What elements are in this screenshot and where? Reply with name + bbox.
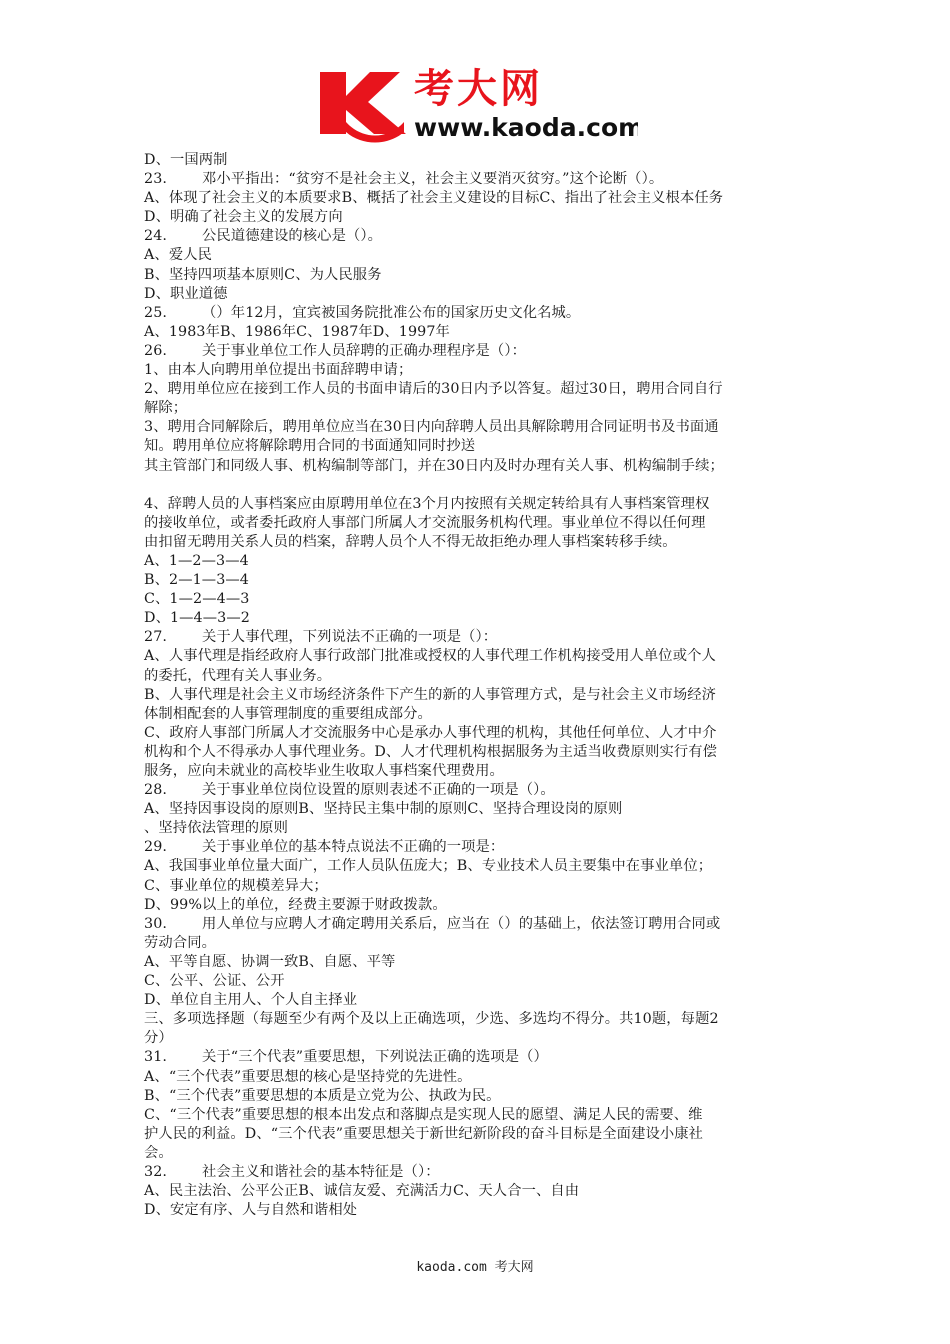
- line-text: A、1—2—3—4: [144, 552, 249, 569]
- line-text: 1、由本人向聘用单位提出书面辞聘申请；: [144, 362, 413, 379]
- line-text: 分）: [144, 1030, 173, 1047]
- line-text: 服务，应向未就业的高校毕业生收取人事档案代理费用。: [144, 763, 504, 779]
- line-text: 会。: [144, 1144, 173, 1161]
- text-line: [144, 743, 814, 762]
- line-text: 社会主义和谐社会的基本特征是（）：: [202, 1163, 440, 1180]
- text-line: [144, 1029, 814, 1048]
- question-stem: [144, 170, 814, 189]
- line-text: A、1983年B、1986年C、1987年D、1997年: [144, 323, 450, 340]
- line-text: B、坚持四项基本原则C、为人民服务: [144, 266, 382, 283]
- text-line: [144, 1068, 814, 1087]
- line-text: A、爱人民: [144, 247, 213, 264]
- text-line: [144, 266, 814, 285]
- line-text: 4、辞聘人员的人事档案应由原聘用单位在3个月内按照有关规定转给具有人事档案管理权: [144, 495, 710, 512]
- line-text: C、“三个代表”重要思想的根本出发点和落脚点是实现人民的愿望、满足人民的需要、维: [144, 1106, 703, 1123]
- question-content: [144, 151, 814, 1220]
- question-stem: [144, 304, 814, 323]
- text-line: [144, 189, 814, 208]
- text-line: [144, 246, 814, 265]
- logo-k-mark: [320, 72, 406, 143]
- line-text: D、1—4—3—2: [144, 610, 250, 627]
- question-stem: [144, 838, 814, 857]
- line-text: C、政府人事部门所属人才交流服务中心是承办人事代理的机构，其他任何单位、人才中介: [144, 724, 717, 741]
- kaoda-logo-graphic: [318, 62, 638, 144]
- text-line: [144, 991, 814, 1010]
- line-text: D、明确了社会主义的发展方向: [144, 209, 343, 226]
- text-line: [144, 590, 814, 609]
- text-line: [144, 533, 814, 552]
- line-text: 3、聘用合同解除后，聘用单位应当在30日内向辞聘人员出具解除聘用合同证明书及书面通: [144, 419, 719, 436]
- line-text: B、2—1—3—4: [144, 572, 249, 589]
- line-text: 关于事业单位工作人员辞聘的正确办理程序是（）：: [202, 342, 526, 359]
- question-stem: [144, 1048, 814, 1067]
- question-number: 29.: [144, 839, 168, 856]
- line-text: B、“三个代表”重要思想的本质是立党为公、执政为民。: [144, 1087, 501, 1104]
- line-text: D、职业道德: [144, 285, 228, 302]
- line-text: 的委托，代理有关人事业务。: [144, 667, 332, 684]
- line-text: 、坚持依法管理的原则: [144, 820, 288, 837]
- text-line: [144, 380, 814, 399]
- line-text: 2、聘用单位应在接到工作人员的书面申请后的30日内予以答复。超过30日，聘用合同自行: [144, 381, 723, 398]
- line-text: 其主管部门和同级人事、机构编制等部门，并在30日内及时办理有关人事、机构编制手续；: [144, 457, 724, 474]
- line-text: C、公平、公证、公开: [144, 973, 285, 990]
- line-text: （）年12月，宜宾被国务院批准公布的国家历史文化名城。: [202, 304, 581, 321]
- page-footer: kaoda.com 考大网: [416, 1260, 534, 1275]
- line-text: C、事业单位的规模差异大；: [144, 877, 328, 894]
- line-text: A、坚持因事设岗的原则B、坚持民主集中制的原则C、坚持合理设岗的原则: [144, 801, 623, 818]
- kaoda-logo: [318, 62, 638, 144]
- line-text: 解除；: [144, 400, 188, 417]
- question-number: 32.: [144, 1163, 168, 1180]
- line-text: 机构和个人不得承办人事代理业务。D、人才代理机构根据服务为主适当收费原则实行有偿: [144, 743, 718, 760]
- text-line: [144, 800, 814, 819]
- line-text: D、一国两制: [144, 152, 228, 168]
- line-text: A、平等自愿、协调一致B、自愿、平等: [144, 953, 396, 970]
- text-line: [144, 1182, 814, 1201]
- line-text: 劳动合同。: [144, 934, 216, 951]
- line-text: 护人民的利益。D、“三个代表”重要思想关于新世纪新阶段的奋斗目标是全面建设小康社: [144, 1125, 704, 1142]
- line-text: B、人事代理是社会主义市场经济条件下产生的新的人事管理方式，是与社会主义市场经济: [144, 686, 717, 703]
- question-number: 28.: [144, 782, 168, 799]
- line-text: 关于事业单位岗位设置的原则表述不正确的一项是（）。: [202, 782, 555, 799]
- text-line: [144, 1144, 814, 1163]
- question-number: 25.: [144, 304, 168, 321]
- text-line: [144, 437, 814, 456]
- text-line: [144, 609, 814, 628]
- text-line: [144, 819, 814, 838]
- text-line: [144, 1087, 814, 1106]
- text-line: [144, 896, 814, 915]
- text-line: [144, 686, 814, 705]
- question-number: 27.: [144, 629, 168, 646]
- text-line: [144, 934, 814, 953]
- text-line: [144, 762, 814, 781]
- line-text: 公民道德建设的核心是（）。: [202, 228, 383, 245]
- line-text: A、体现了社会主义的本质要求B、概括了社会主义建设的目标C、指出了社会主义根本任务: [144, 190, 724, 207]
- question-number: 23.: [144, 171, 168, 188]
- text-line: [144, 457, 814, 476]
- text-line: [144, 361, 814, 380]
- text-line: [144, 647, 814, 666]
- line-text: A、“三个代表”重要思想的核心是坚持党的先进性。: [144, 1068, 472, 1085]
- text-line: [144, 877, 814, 896]
- text-line: [144, 399, 814, 418]
- question-number: 26.: [144, 342, 168, 359]
- logo-url-text: www.kaoda.com: [414, 113, 638, 142]
- text-line: [144, 323, 814, 342]
- line-text: 关于事业单位的基本特点说法不正确的一项是：: [202, 839, 505, 856]
- text-line: [144, 208, 814, 227]
- question-number: 24.: [144, 228, 168, 245]
- text-line: [144, 495, 814, 514]
- line-text: 邓小平指出：“贫穷不是社会主义，社会主义要消灭贫穷。”这个论断（）。: [202, 171, 664, 188]
- question-stem: [144, 1163, 814, 1182]
- line-text: 关于人事代理，下列说法不正确的一项是（）：: [202, 629, 498, 646]
- question-stem: [144, 227, 814, 246]
- line-text: D、99%以上的单位，经费主要源于财政拨款。: [144, 896, 447, 913]
- text-line: [144, 514, 814, 533]
- text-line: [144, 1010, 814, 1029]
- text-line: [144, 552, 814, 571]
- question-stem: [144, 628, 814, 647]
- blank-line: [144, 476, 814, 495]
- question-stem: [144, 781, 814, 800]
- text-line: [144, 857, 814, 876]
- text-line: [144, 724, 814, 743]
- line-text: A、我国事业单位量大面广，工作人员队伍庞大；B、专业技术人员主要集中在事业单位；: [144, 858, 713, 875]
- line-text: D、单位自主用人、个人自主择业: [144, 992, 358, 1009]
- question-stem: [144, 342, 814, 361]
- line-text: 三、多项选择题（每题至少有两个及以上正确选项，少选、多选均不得分。共10题，每题2: [144, 1011, 719, 1028]
- text-line: [144, 1106, 814, 1125]
- line-text: D、安定有序、人与自然和谐相处: [144, 1202, 358, 1219]
- line-text: 体制相配套的人事管理制度的重要组成部分。: [144, 705, 432, 722]
- text-line: [144, 1201, 814, 1220]
- line-text: 的接收单位，或者委托政府人事部门所属人才交流服务机构代理。事业单位不得以任何理: [144, 514, 706, 531]
- text-line: [144, 972, 814, 991]
- question-number: 31.: [144, 1049, 168, 1066]
- text-line: [144, 705, 814, 724]
- logo-main-text: 考大网: [414, 66, 543, 112]
- question-number: 30.: [144, 915, 168, 932]
- line-text: 由扣留无聘用关系人员的档案，辞聘人员个人不得无故拒绝办理人事档案转移手续。: [144, 533, 677, 550]
- text-line: [144, 418, 814, 437]
- text-line: [144, 1125, 814, 1144]
- line-text: C、1—2—4—3: [144, 591, 250, 608]
- line-text: 用人单位与应聘人才确定聘用关系后，应当在（）的基础上，依法签订聘用合同或: [202, 915, 721, 932]
- line-text: A、人事代理是指经政府人事行政部门批准或授权的人事代理工作机构接受用人单位或个人: [144, 648, 716, 665]
- text-line: [144, 151, 814, 170]
- line-text: A、民主法治、公平公正B、诚信友爱、充满活力C、天人合一、自由: [144, 1183, 580, 1200]
- line-text: 知。聘用单位应将解除聘用合同的书面通知同时抄送: [144, 438, 476, 455]
- text-line: [144, 285, 814, 304]
- text-line: [144, 667, 814, 686]
- text-line: [144, 953, 814, 972]
- text-line: [144, 571, 814, 590]
- line-text: 关于“三个代表”重要思想，下列说法正确的选项是（）: [202, 1049, 548, 1066]
- question-stem: [144, 915, 814, 934]
